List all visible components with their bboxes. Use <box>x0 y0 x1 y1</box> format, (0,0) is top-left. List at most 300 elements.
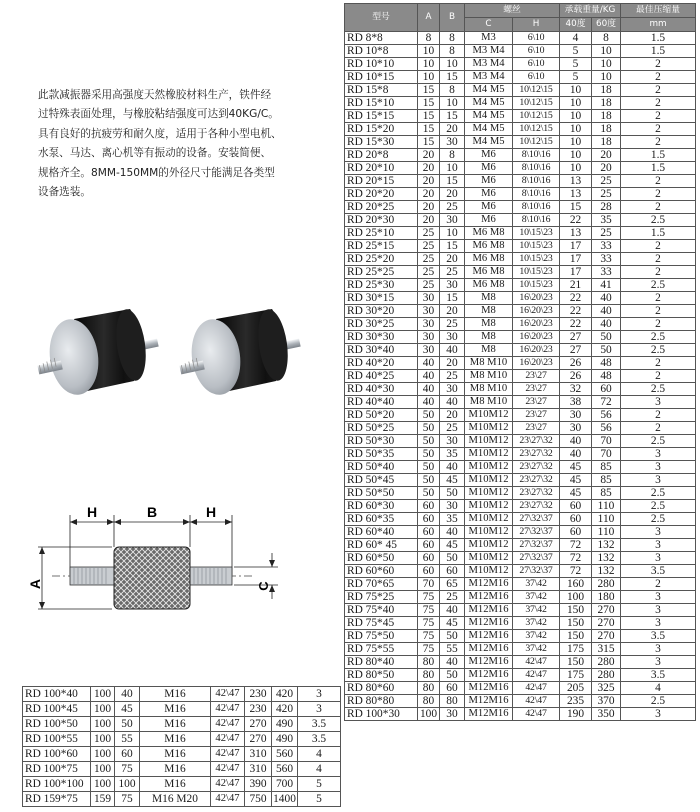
cell-load-60: 10 <box>592 58 621 71</box>
cell-thread-c: M10M12 <box>465 422 513 435</box>
cell-a: 60 <box>418 513 440 526</box>
table-row <box>345 539 696 552</box>
cell-thread-c: M10M12 <box>465 552 513 565</box>
cell-thread-c: M8 <box>465 305 513 318</box>
cell-load-60: 20 <box>592 149 621 162</box>
cell-a: 15 <box>418 136 440 149</box>
dim-label-h-right: H <box>205 504 217 520</box>
cell-thread-c: M12M16 <box>465 682 513 695</box>
cell-compression: 2.5 <box>621 695 696 708</box>
cell-thread-h: 8\10\16 <box>513 162 560 175</box>
cell-compression: 2 <box>621 188 696 201</box>
cell-model: RD 15*8 <box>345 84 418 97</box>
cell-model: RD 100*55 <box>23 732 91 747</box>
table-row <box>345 656 696 669</box>
cell-a: 100 <box>91 762 115 777</box>
cell-load-40: 45 <box>560 461 592 474</box>
cell-a: 60 <box>418 539 440 552</box>
cell-load-40: 13 <box>560 175 592 188</box>
cell-b: 25 <box>440 266 465 279</box>
cell-thread-h: 16\20\23 <box>513 292 560 305</box>
cell-load-60: 18 <box>592 84 621 97</box>
cell-thread-c: M6 M8 <box>465 266 513 279</box>
cell-compression: 3 <box>621 526 696 539</box>
cell-load-60: 85 <box>592 487 621 500</box>
cell-thread-c: M10M12 <box>465 487 513 500</box>
cell-model: RD 50*50 <box>345 487 418 500</box>
cell-model: RD 40*20 <box>345 357 418 370</box>
cell-thread-h: 37\42 <box>513 643 560 656</box>
cell-load-60: 8 <box>592 32 621 45</box>
cell-model: RD 50*25 <box>345 422 418 435</box>
header-thread-c: C <box>465 18 513 32</box>
cell-thread-c: M12M16 <box>465 604 513 617</box>
description-line: 设备选装。 <box>38 186 91 199</box>
cell-load-60: 560 <box>272 762 298 777</box>
cell-load-40: 40 <box>560 435 592 448</box>
cell-load-60: 110 <box>592 513 621 526</box>
cell-model: RD 75*50 <box>345 630 418 643</box>
cell-compression: 1.5 <box>621 162 696 175</box>
cell-b: 50 <box>440 487 465 500</box>
table-row <box>345 227 696 240</box>
table-row <box>345 201 696 214</box>
cell-thread-h: 27\32\37 <box>513 552 560 565</box>
cell-load-40: 310 <box>245 762 272 777</box>
cell-b: 55 <box>115 732 140 747</box>
cell-b: 45 <box>115 702 140 717</box>
cell-load-40: 4 <box>560 32 592 45</box>
cell-b: 45 <box>440 474 465 487</box>
cell-b: 35 <box>440 513 465 526</box>
cell-a: 75 <box>418 617 440 630</box>
table-row <box>345 45 696 58</box>
cell-load-60: 25 <box>592 227 621 240</box>
cell-thread-h: 10\15\23 <box>513 266 560 279</box>
table-row <box>345 32 696 45</box>
cell-load-60: 35 <box>592 214 621 227</box>
cell-a: 40 <box>418 370 440 383</box>
cell-b: 75 <box>115 792 140 807</box>
cell-a: 15 <box>418 110 440 123</box>
table-row <box>345 461 696 474</box>
cell-compression: 3 <box>621 617 696 630</box>
cell-thread-c: M6 M8 <box>465 253 513 266</box>
cell-thread-h: 16\20\23 <box>513 357 560 370</box>
cell-thread-h: 16\20\23 <box>513 331 560 344</box>
cell-load-40: 22 <box>560 318 592 331</box>
cell-thread-h: 42\47 <box>211 747 245 762</box>
cell-compression: 3 <box>621 448 696 461</box>
cell-model: RD 15*15 <box>345 110 418 123</box>
cell-thread-h: 10\12\15 <box>513 123 560 136</box>
cell-b: 65 <box>440 578 465 591</box>
cell-model: RD 50*35 <box>345 448 418 461</box>
cell-load-40: 40 <box>560 448 592 461</box>
cell-compression: 4 <box>298 747 341 762</box>
cell-load-40: 32 <box>560 383 592 396</box>
cell-thread-h: 8\10\16 <box>513 214 560 227</box>
dim-label-a: A <box>27 578 43 590</box>
cell-thread-h: 10\12\15 <box>513 97 560 110</box>
cell-thread-h: 23\27\32 <box>513 435 560 448</box>
cell-a: 100 <box>91 717 115 732</box>
cell-load-40: 150 <box>560 617 592 630</box>
cell-load-40: 26 <box>560 357 592 370</box>
cell-compression: 2 <box>621 318 696 331</box>
description-line: 具有良好的抗疲劳和耐久度，适用于各种小型电机、 <box>38 127 282 140</box>
cell-b: 10 <box>440 227 465 240</box>
cell-model: RD 100*75 <box>23 762 91 777</box>
table-row <box>345 409 696 422</box>
cell-b: 20 <box>440 253 465 266</box>
dim-label-h-left: H <box>86 504 98 520</box>
cell-thread-c: M16 <box>140 717 211 732</box>
cell-compression: 3 <box>621 643 696 656</box>
table-row <box>345 643 696 656</box>
cell-compression: 3 <box>621 396 696 409</box>
cell-thread-c: M12M16 <box>465 617 513 630</box>
cell-load-60: 350 <box>592 708 621 721</box>
cell-thread-h: 10\12\15 <box>513 84 560 97</box>
cell-load-60: 56 <box>592 409 621 422</box>
table-row <box>345 123 696 136</box>
cell-thread-c: M8 M10 <box>465 357 513 370</box>
cell-a: 100 <box>91 747 115 762</box>
cell-compression: 2.5 <box>621 279 696 292</box>
product-photo <box>30 285 320 435</box>
cell-load-40: 45 <box>560 487 592 500</box>
cell-thread-c: M8 <box>465 292 513 305</box>
cell-model: RD 30*25 <box>345 318 418 331</box>
cell-load-40: 100 <box>560 591 592 604</box>
cell-compression: 3 <box>621 708 696 721</box>
cell-load-40: 60 <box>560 526 592 539</box>
cell-a: 30 <box>418 318 440 331</box>
cell-load-40: 10 <box>560 97 592 110</box>
cell-b: 30 <box>440 331 465 344</box>
cell-a: 10 <box>418 71 440 84</box>
cell-load-60: 85 <box>592 474 621 487</box>
cell-compression: 5 <box>298 777 341 792</box>
cell-thread-c: M8 <box>465 331 513 344</box>
cell-compression: 3.5 <box>298 717 341 732</box>
cell-load-60: 50 <box>592 331 621 344</box>
table-row <box>345 526 696 539</box>
cell-load-60: 25 <box>592 175 621 188</box>
cell-compression: 2.5 <box>621 513 696 526</box>
cell-thread-c: M6 <box>465 162 513 175</box>
cell-model: RD 60*50 <box>345 552 418 565</box>
cell-a: 40 <box>418 383 440 396</box>
cell-thread-h: 42\47 <box>211 792 245 807</box>
cell-a: 80 <box>418 669 440 682</box>
cell-b: 15 <box>440 110 465 123</box>
cell-compression: 3.5 <box>621 630 696 643</box>
cell-thread-c: M8 <box>465 344 513 357</box>
cell-thread-h: 10\15\23 <box>513 227 560 240</box>
table-row <box>345 175 696 188</box>
cell-thread-c: M12M16 <box>465 578 513 591</box>
cell-thread-c: M16 <box>140 732 211 747</box>
cell-load-40: 150 <box>560 656 592 669</box>
cell-b: 55 <box>440 643 465 656</box>
cell-model: RD 25*25 <box>345 266 418 279</box>
cell-a: 30 <box>418 305 440 318</box>
cell-load-40: 60 <box>560 500 592 513</box>
cell-load-40: 60 <box>560 513 592 526</box>
cell-thread-c: M10M12 <box>465 435 513 448</box>
cell-thread-c: M10M12 <box>465 513 513 526</box>
cell-a: 100 <box>91 687 115 702</box>
cell-b: 30 <box>440 708 465 721</box>
cell-load-40: 205 <box>560 682 592 695</box>
cell-model: RD 20*8 <box>345 149 418 162</box>
cell-model: RD 40*30 <box>345 383 418 396</box>
cell-load-60: 48 <box>592 357 621 370</box>
cell-load-40: 750 <box>245 792 272 807</box>
cell-thread-h: 23\27\32 <box>513 448 560 461</box>
cell-compression: 2 <box>621 240 696 253</box>
table-row <box>345 708 696 721</box>
cell-thread-c: M6 <box>465 201 513 214</box>
cell-model: RD 30*15 <box>345 292 418 305</box>
cell-thread-h: 8\10\16 <box>513 175 560 188</box>
cell-load-40: 21 <box>560 279 592 292</box>
cell-load-40: 22 <box>560 292 592 305</box>
cell-b: 8 <box>440 32 465 45</box>
table-row <box>345 487 696 500</box>
large-size-table-body <box>23 687 341 807</box>
table-row <box>345 578 696 591</box>
cell-thread-h: 8\10\16 <box>513 188 560 201</box>
cell-model: RD 100*100 <box>23 777 91 792</box>
cell-b: 8 <box>440 45 465 58</box>
cell-b: 20 <box>440 305 465 318</box>
cell-load-60: 420 <box>272 687 298 702</box>
cell-thread-h: 6\10 <box>513 58 560 71</box>
cell-load-60: 41 <box>592 279 621 292</box>
cell-load-60: 70 <box>592 435 621 448</box>
cell-thread-h: 42\47 <box>513 682 560 695</box>
rubber-body <box>114 547 190 609</box>
cell-compression: 2.5 <box>621 214 696 227</box>
cell-b: 40 <box>440 526 465 539</box>
cell-compression: 2 <box>621 201 696 214</box>
header-thread-h: H <box>513 18 560 32</box>
cell-model: RD 20*10 <box>345 162 418 175</box>
cell-thread-c: M3 M4 <box>465 71 513 84</box>
cell-compression: 3 <box>621 474 696 487</box>
cell-a: 100 <box>418 708 440 721</box>
cell-b: 80 <box>440 695 465 708</box>
cell-compression: 5 <box>298 792 341 807</box>
cell-thread-c: M10M12 <box>465 409 513 422</box>
cell-thread-h: 27\32\37 <box>513 513 560 526</box>
cell-load-60: 490 <box>272 732 298 747</box>
cell-model: RD 10*8 <box>345 45 418 58</box>
header-load: 承载重量/KG <box>560 4 621 18</box>
header-model: 型号 <box>345 4 418 32</box>
cell-compression: 2.5 <box>621 331 696 344</box>
cell-a: 40 <box>418 396 440 409</box>
cell-a: 80 <box>418 656 440 669</box>
cell-load-40: 38 <box>560 396 592 409</box>
cell-compression: 3 <box>298 687 341 702</box>
cell-load-60: 700 <box>272 777 298 792</box>
cell-thread-c: M10M12 <box>465 500 513 513</box>
cell-a: 25 <box>418 227 440 240</box>
table-row <box>345 435 696 448</box>
cell-compression: 3 <box>621 552 696 565</box>
cell-thread-c: M3 <box>465 32 513 45</box>
cell-a: 75 <box>418 643 440 656</box>
cell-load-60: 420 <box>272 702 298 717</box>
table-row <box>23 687 341 702</box>
cell-b: 15 <box>440 175 465 188</box>
table-row <box>345 331 696 344</box>
cell-compression: 2 <box>621 422 696 435</box>
table-row <box>345 292 696 305</box>
cell-thread-h: 16\20\23 <box>513 344 560 357</box>
cell-b: 50 <box>440 669 465 682</box>
cell-a: 15 <box>418 123 440 136</box>
cell-model: RD 40*25 <box>345 370 418 383</box>
cell-b: 30 <box>440 500 465 513</box>
cell-thread-h: 23\27\32 <box>513 474 560 487</box>
cell-compression: 1.5 <box>621 149 696 162</box>
cell-thread-c: M4 M5 <box>465 110 513 123</box>
cell-load-60: 72 <box>592 396 621 409</box>
table-row <box>23 762 341 777</box>
cell-thread-c: M16 <box>140 762 211 777</box>
header-load-60: 60度 <box>592 18 621 32</box>
cell-load-40: 10 <box>560 123 592 136</box>
cell-b: 75 <box>115 762 140 777</box>
cell-load-40: 27 <box>560 344 592 357</box>
cell-b: 25 <box>440 370 465 383</box>
description-line: 过特殊表面处理，与橡胶粘结强度可达到40KG/C。 <box>38 108 279 121</box>
cell-model: RD 60* 45 <box>345 539 418 552</box>
cell-load-40: 160 <box>560 578 592 591</box>
rubber-mount-right <box>179 307 300 398</box>
cell-model: RD 25*30 <box>345 279 418 292</box>
cell-thread-h: 37\42 <box>513 578 560 591</box>
cell-a: 50 <box>418 422 440 435</box>
cell-a: 60 <box>418 500 440 513</box>
cell-model: RD 80*50 <box>345 669 418 682</box>
cell-load-60: 33 <box>592 266 621 279</box>
cell-a: 20 <box>418 201 440 214</box>
cell-load-60: 1400 <box>273 793 296 805</box>
cell-compression: 2.5 <box>621 344 696 357</box>
cell-model: RD 25*15 <box>345 240 418 253</box>
cell-load-40: 310 <box>245 747 272 762</box>
cell-thread-h: 37\42 <box>513 604 560 617</box>
cell-a: 20 <box>418 162 440 175</box>
cell-a: 25 <box>418 266 440 279</box>
spec-table <box>344 3 696 721</box>
cell-model: RD 50*45 <box>345 474 418 487</box>
cell-thread-c: M10M12 <box>465 539 513 552</box>
cell-thread-c: M12M16 <box>465 695 513 708</box>
cell-load-60: 70 <box>592 448 621 461</box>
cell-compression: 2 <box>621 292 696 305</box>
cell-thread-h: 23\27\32 <box>513 461 560 474</box>
cell-a: 60 <box>418 526 440 539</box>
header-a: A <box>418 4 440 32</box>
cell-load-60: 280 <box>592 669 621 682</box>
cell-a: 20 <box>418 214 440 227</box>
cell-model: RD 20*30 <box>345 214 418 227</box>
cell-model: RD 75*25 <box>345 591 418 604</box>
cell-compression: 2 <box>621 305 696 318</box>
cell-thread-h: 23\27\32 <box>513 487 560 500</box>
cell-compression: 2 <box>621 578 696 591</box>
rubber-mount-left <box>37 307 158 398</box>
cell-compression: 3 <box>621 591 696 604</box>
cell-load-60: 315 <box>592 643 621 656</box>
cell-load-40: 5 <box>560 45 592 58</box>
cell-thread-c: M16 <box>140 687 211 702</box>
cell-a: 75 <box>418 591 440 604</box>
cell-model: RD 75*55 <box>345 643 418 656</box>
table-row <box>345 136 696 149</box>
cell-thread-h: 16\20\23 <box>513 318 560 331</box>
cell-b: 20 <box>440 357 465 370</box>
cell-load-40: 235 <box>560 695 592 708</box>
cell-compression: 2 <box>621 266 696 279</box>
cell-a: 50 <box>418 448 440 461</box>
cell-load-40: 26 <box>560 370 592 383</box>
cell-thread-c: M6 <box>465 214 513 227</box>
cell-compression: 3.5 <box>621 565 696 578</box>
dim-label-b: B <box>146 504 158 520</box>
cell-load-40: 175 <box>560 669 592 682</box>
cell-load-40: 17 <box>560 253 592 266</box>
cell-model: RD 60*60 <box>345 565 418 578</box>
cell-load-60: 490 <box>272 717 298 732</box>
cell-thread-h: 42\47 <box>211 777 245 792</box>
cell-thread-h: 42\47 <box>513 695 560 708</box>
cell-load-60: 18 <box>592 97 621 110</box>
cell-thread-c: M8 <box>465 318 513 331</box>
cell-model: RD 60*30 <box>345 500 418 513</box>
cell-thread-h: 8\10\16 <box>513 201 560 214</box>
cell-a: 20 <box>418 188 440 201</box>
cell-model: RD 50*20 <box>345 409 418 422</box>
cell-load-60: 60 <box>592 383 621 396</box>
cell-thread-h: 10\15\23 <box>513 240 560 253</box>
cell-compression: 3 <box>621 539 696 552</box>
cell-model: RD 60*40 <box>345 526 418 539</box>
cell-thread-h: 42\47 <box>211 702 245 717</box>
cell-a: 100 <box>91 702 115 717</box>
cell-compression: 2 <box>621 123 696 136</box>
table-row <box>345 448 696 461</box>
cell-b: 40 <box>440 396 465 409</box>
cell-model: RD 80*60 <box>345 682 418 695</box>
cell-thread-h: 23\27\32 <box>513 500 560 513</box>
cell-load-60: 28 <box>592 201 621 214</box>
cell-model: RD 25*10 <box>345 227 418 240</box>
cell-a: 10 <box>418 45 440 58</box>
table-row <box>345 500 696 513</box>
cell-model: RD 100*50 <box>23 717 91 732</box>
cell-model: RD 8*8 <box>345 32 418 45</box>
cell-thread-h: 6\10 <box>513 45 560 58</box>
cell-a: 15 <box>418 97 440 110</box>
